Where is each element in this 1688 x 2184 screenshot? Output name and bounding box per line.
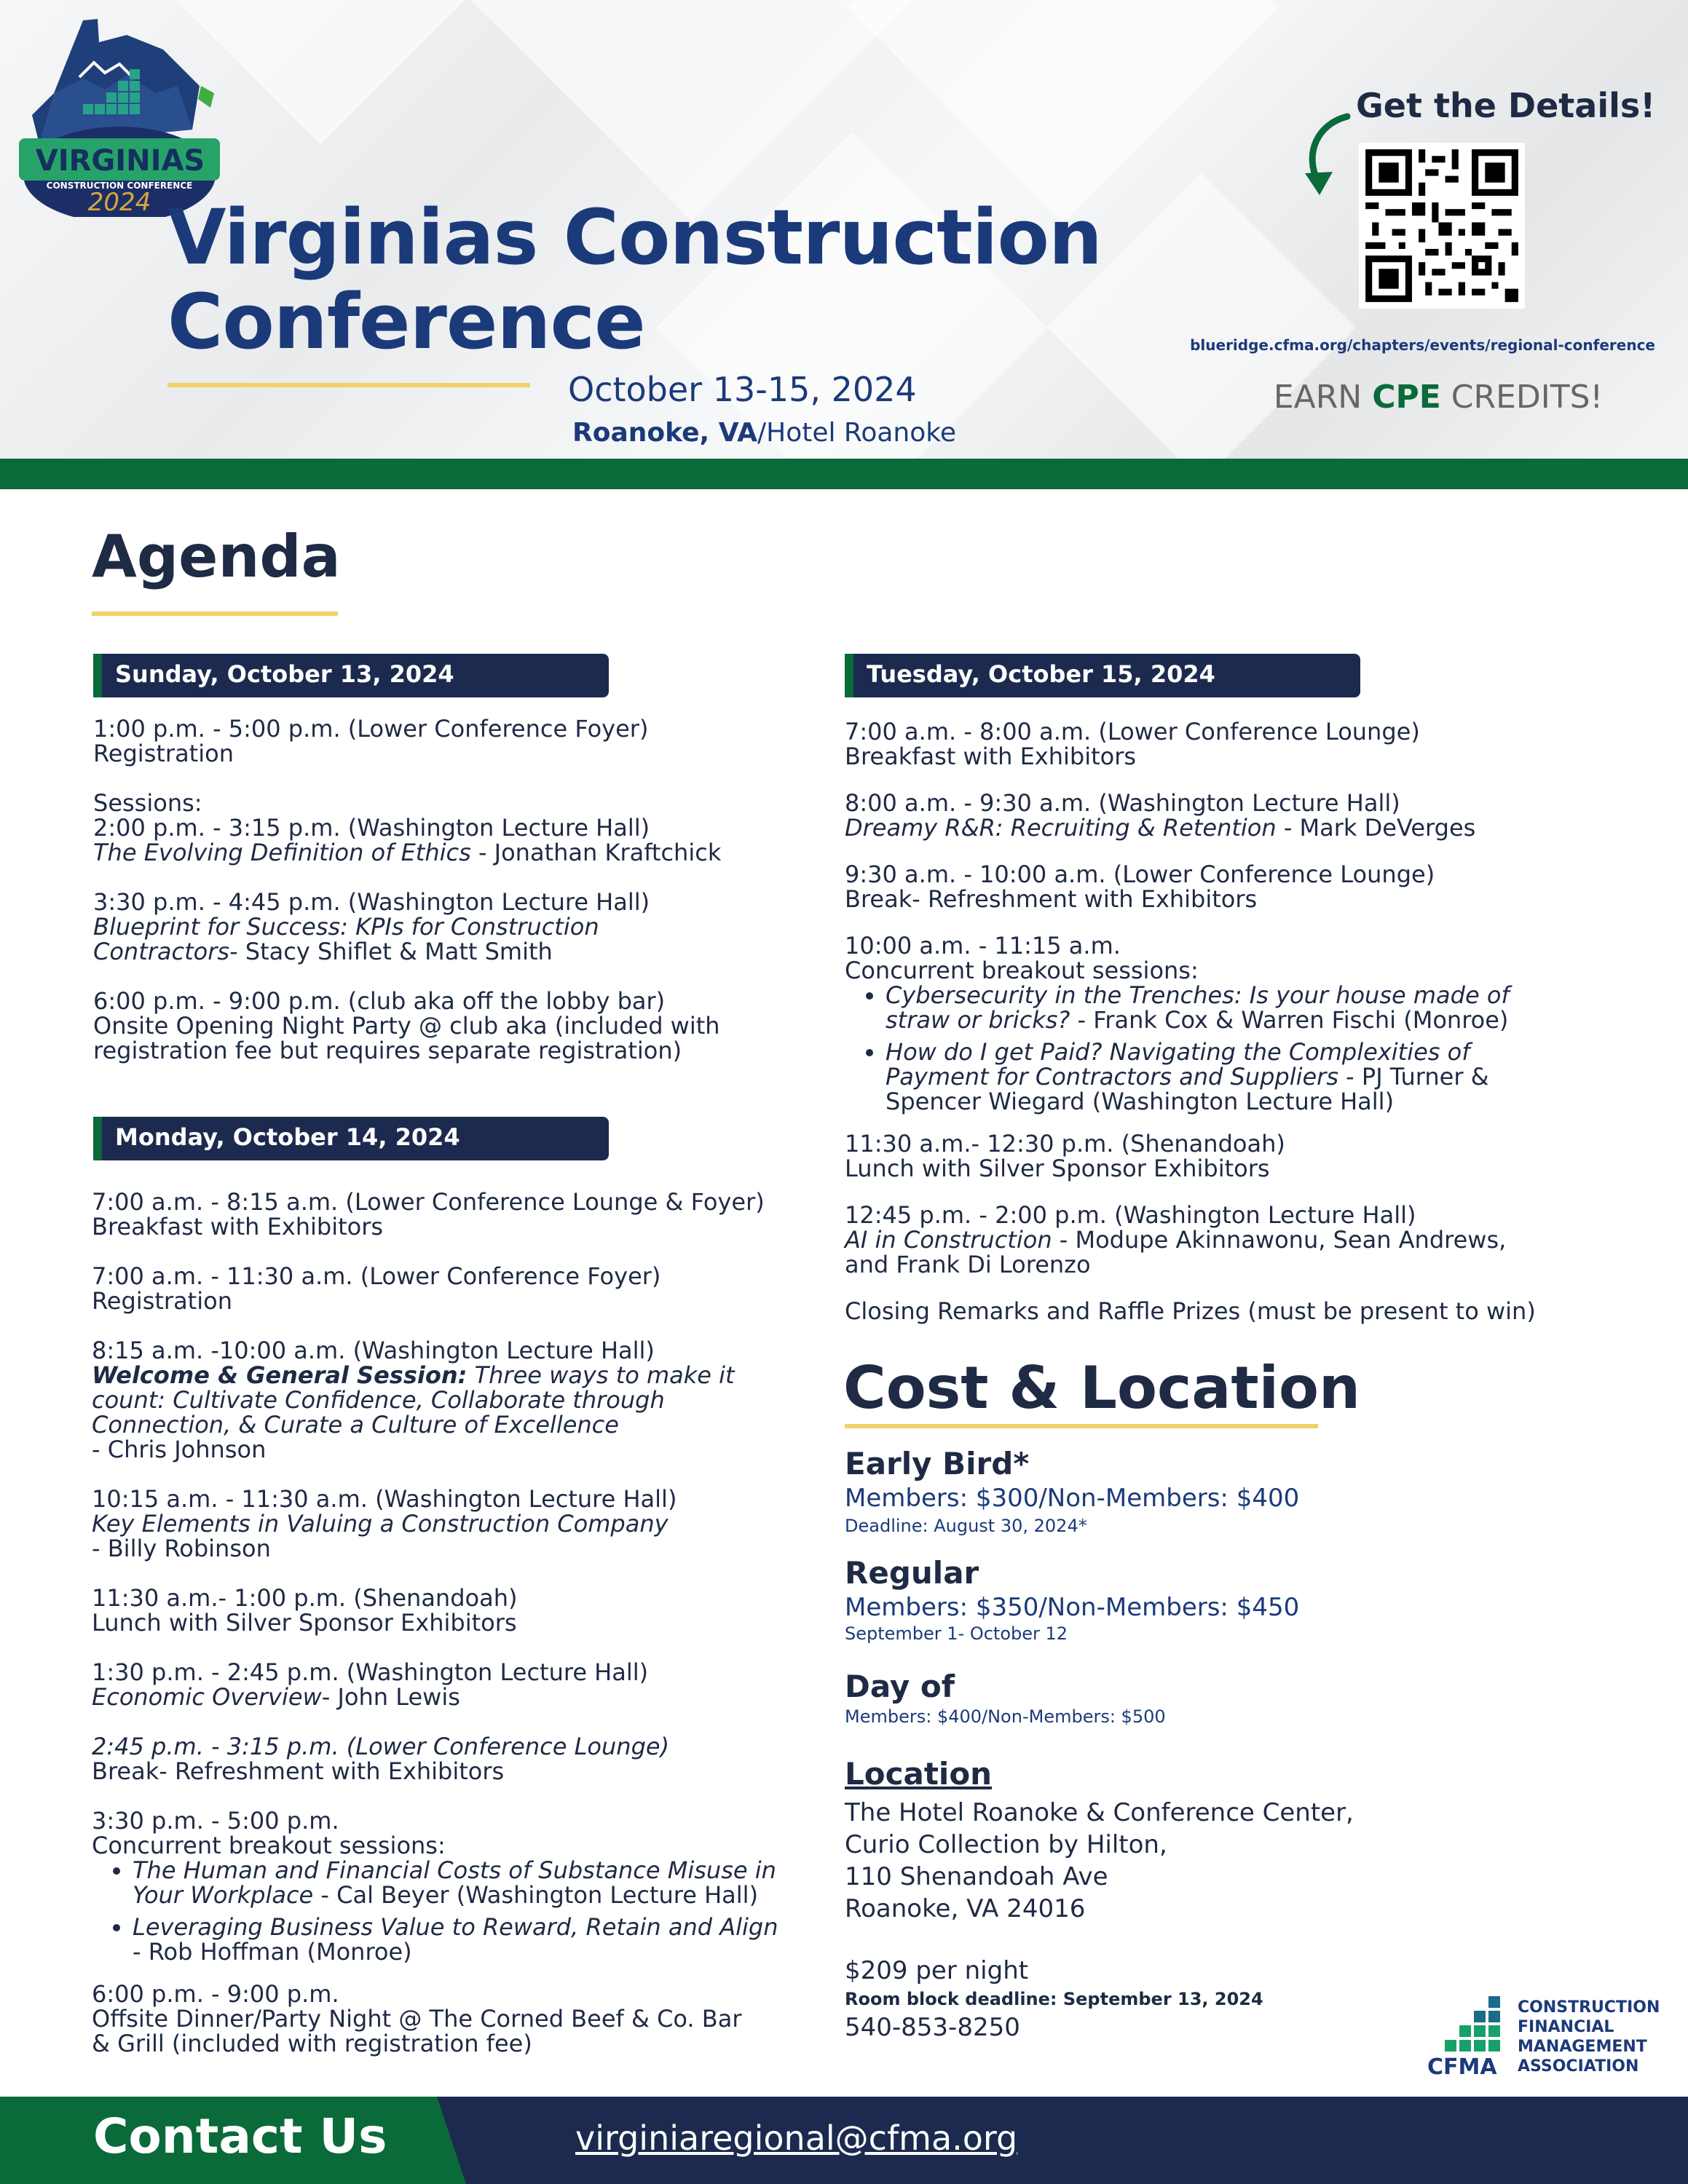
monday-registration-time: 7:00 a.m. - 11:30 a.m. (Lower Conference Foyer) — [92, 1262, 661, 1290]
early-bird-heading: Early Bird* — [845, 1446, 1030, 1481]
sunday-registration-label: Registration — [93, 740, 234, 767]
tuesday-lunch-label: Lunch with Silver Sponsor Exhibitors — [845, 1155, 1270, 1182]
economic-session-title: Economic Overview — [92, 1683, 322, 1711]
breakout-title: How do I get Paid? Navigating the Complexities of Payment for Contractors and Suppliers — [886, 1038, 1470, 1091]
list-item — [886, 1040, 1563, 1114]
location-city: Roanoke, VA — [572, 418, 757, 448]
closing-remarks: Closing Remarks and Raffle Prizes (must be present to win) — [845, 1297, 1536, 1325]
conference-dates: October 13-15, 2024 — [568, 370, 917, 409]
curved-arrow-icon — [1289, 109, 1354, 204]
early-bird-price: Members: $300/Non-Members: $400 — [845, 1484, 1300, 1513]
tuesday-break-time: 9:30 a.m. - 10:00 a.m. (Lower Conference Lounge) — [845, 860, 1435, 888]
conference-location — [572, 418, 956, 448]
monday-breakout-label: Concurrent breakout sessions: — [92, 1832, 446, 1859]
list-item — [133, 1858, 788, 1907]
opening-party-time: 6:00 p.m. - 9:00 p.m. (club aka off the lobby bar) — [93, 987, 666, 1015]
cost-underline — [845, 1424, 1318, 1428]
cfma-logo — [1427, 1995, 1675, 2082]
monday-breakfast-label: Breakfast with Exhibitors — [92, 1213, 384, 1241]
hotel-address — [845, 1797, 1354, 1925]
sunday-schedule — [93, 716, 792, 1063]
monday-breakfast-time: 7:00 a.m. - 8:15 a.m. (Lower Conference Lounge & Foyer) — [92, 1188, 765, 1216]
qr-code[interactable] — [1359, 143, 1525, 309]
logo-subtitle: CONSTRUCTION CONFERENCE — [46, 181, 193, 191]
ethics-session-title — [93, 840, 792, 865]
cfma-abbr: CFMA — [1427, 2054, 1497, 2080]
monday-lunch-label: Lunch with Silver Sponsor Exhibitors — [92, 1609, 517, 1637]
monday-registration-label: Registration — [92, 1287, 232, 1315]
room-rate: $209 per night — [845, 1956, 1029, 1985]
valuing-session-title: Key Elements in Valuing a Construction Company — [92, 1510, 669, 1538]
ai-session-title: AI in Construction — [845, 1226, 1052, 1254]
general-session-label: Welcome & General Session: — [92, 1361, 468, 1389]
ai-session-speakers-2: and Frank Di Lorenzo — [845, 1251, 1091, 1278]
tuesday-schedule — [845, 719, 1602, 1324]
title-line-2: Conference — [167, 277, 645, 366]
valuing-session-speaker: - Billy Robinson — [92, 1535, 271, 1562]
recruiting-session-title: Dreamy R&R: Recruiting & Retention — [845, 814, 1277, 842]
tuesday-header: Tuesday, October 15, 2024 — [845, 654, 1360, 697]
cfma-line: FINANCIAL — [1518, 2018, 1614, 2036]
kpi-speakers: - Stacy Shiflet & Matt Smith — [229, 938, 553, 965]
breakout-speaker: - Cal Beyer (Washington Lecture Hall) — [313, 1881, 759, 1909]
hotel-street: 110 Shenandoah Ave — [845, 1862, 1108, 1891]
recruiting-session-speaker: - Mark DeVerges — [1276, 814, 1476, 842]
contact-us-label: Contact Us — [93, 2108, 387, 2164]
conference-title — [167, 195, 1102, 364]
sunday-header: Sunday, October 13, 2024 — [93, 654, 609, 697]
general-session-title-3: Connection, & Curate a Culture of Excellence — [92, 1411, 619, 1439]
hotel-name: The Hotel Roanoke & Conference Center, — [845, 1798, 1354, 1827]
general-session-title-1: Three ways to make it — [467, 1361, 735, 1389]
agenda-underline — [92, 612, 338, 616]
recruiting-session-time: 8:00 a.m. - 9:30 a.m. (Washington Lecture Hall) — [845, 789, 1400, 817]
valuing-session-time: 10:15 a.m. - 11:30 a.m. (Washington Lecture Hall) — [92, 1485, 677, 1513]
breakout-title: The Human and Financial Costs of Substance Misuse in Your Workplace — [133, 1856, 776, 1909]
offsite-dinner-line1: Offsite Dinner/Party Night @ The Corned Beef & Co. Bar — [92, 2005, 742, 2033]
breakout-speaker: - Rob Hoffman (Monroe) — [133, 1938, 412, 1966]
ai-session-speakers-1: - Modupe Akinnawonu, Sean Andrews, — [1052, 1226, 1507, 1254]
ethics-speaker: - Jonathan Kraftchick — [470, 839, 722, 866]
logo-year: 2024 — [87, 188, 151, 217]
offsite-dinner-line2: & Grill (included with registration fee) — [92, 2030, 532, 2057]
tuesday-break-label: Break- Refreshment with Exhibitors — [845, 885, 1258, 913]
monday-breakout-list — [92, 1858, 788, 1964]
monday-break-time: 2:45 p.m. - 3:15 p.m. (Lower Conference Lounge) — [92, 1733, 670, 1760]
economic-session-speaker: - John Lewis — [321, 1683, 460, 1711]
opening-party-line2: registration fee but requires separate registration) — [93, 1037, 682, 1064]
location-hotel: /Hotel Roanoke — [757, 418, 956, 448]
breakout-speaker: - PJ Turner & Spencer Wiegard (Washington Lecture Hall) — [886, 1063, 1489, 1115]
breakout-title: Cybersecurity in the Trenches: Is your house made of straw or bricks? — [886, 981, 1510, 1034]
sunday-registration-time: 1:00 p.m. - 5:00 p.m. (Lower Conference Foyer) — [93, 715, 649, 743]
regular-price: Members: $350/Non-Members: $450 — [845, 1593, 1300, 1622]
tuesday-lunch-time: 11:30 a.m.- 12:30 p.m. (Shenandoah) — [845, 1130, 1285, 1158]
regular-dates: September 1- October 12 — [845, 1623, 1068, 1644]
tuesday-breakout-list — [845, 983, 1563, 1114]
hotel-brand: Curio Collection by Hilton, — [845, 1830, 1167, 1859]
sessions-label: Sessions: — [93, 789, 202, 817]
cfma-blocks-icon — [1442, 1995, 1515, 2053]
list-item — [133, 1915, 788, 1964]
general-session-time: 8:15 a.m. -10:00 a.m. (Washington Lecture Hall) — [92, 1337, 655, 1364]
hotel-city: Roanoke, VA 24016 — [845, 1894, 1086, 1923]
ethics-session-time: 2:00 p.m. - 3:15 p.m. (Washington Lecture Hall) — [93, 814, 650, 842]
ai-session-time: 12:45 p.m. - 2:00 p.m. (Washington Lecture Hall) — [845, 1201, 1416, 1229]
header-divider-band — [0, 459, 1688, 489]
cfma-line: MANAGEMENT — [1518, 2038, 1647, 2056]
monday-schedule — [92, 1190, 791, 2056]
breakout-title: Leveraging Business Value to Reward, Retain and Align — [133, 1913, 778, 1941]
title-line-1: Virginias Construction — [167, 193, 1102, 282]
regular-heading: Regular — [845, 1555, 979, 1591]
tuesday-breakfast-label: Breakfast with Exhibitors — [845, 743, 1137, 770]
cfma-full-name — [1518, 1998, 1660, 2076]
cpe-text-a: EARN — [1273, 379, 1373, 416]
event-url-link[interactable]: blueridge.cfma.org/chapters/events/regional-conference — [1190, 336, 1655, 354]
general-session-speaker: - Chris Johnson — [92, 1436, 267, 1463]
tuesday-breakfast-time: 7:00 a.m. - 8:00 a.m. (Lower Conference Lounge) — [845, 718, 1420, 745]
breakout-speaker: - Frank Cox & Warren Fischi (Monroe) — [1070, 1006, 1509, 1034]
list-item — [886, 983, 1563, 1032]
hotel-phone[interactable]: 540-853-8250 — [845, 2013, 1020, 2042]
kpi-title-line2: Contractors — [93, 938, 230, 965]
agenda-heading: Agenda — [92, 523, 341, 590]
cpe-text-b: CPE — [1372, 379, 1441, 416]
early-bird-deadline: Deadline: August 30, 2024* — [845, 1516, 1087, 1536]
cpe-credits-tagline — [1267, 379, 1609, 416]
monday-lunch-time: 11:30 a.m.- 1:00 p.m. (Shenandoah) — [92, 1584, 518, 1612]
logo-wordmark: VIRGINIAS — [35, 144, 205, 178]
room-block-deadline: Room block deadline: September 13, 2024 — [845, 1989, 1263, 2009]
location-heading: Location — [845, 1756, 993, 1792]
monday-breakout-time: 3:30 p.m. - 5:00 p.m. — [92, 1807, 339, 1835]
kpi-title-line1: Blueprint for Success: KPIs for Construction — [93, 913, 599, 941]
title-underline — [167, 383, 530, 387]
cost-location-heading: Cost & Location — [843, 1354, 1360, 1422]
general-session-title-2: count: Cultivate Confidence, Collaborate through — [92, 1386, 665, 1414]
qr-code-icon — [1359, 143, 1525, 309]
details-heading: Get the Details! — [1356, 86, 1656, 125]
conference-logo — [10, 6, 229, 217]
tuesday-breakout-label: Concurrent breakout sessions: — [845, 957, 1199, 984]
monday-break-label: Break- Refreshment with Exhibitors — [92, 1757, 505, 1785]
economic-session-time: 1:30 p.m. - 2:45 p.m. (Washington Lecture Hall) — [92, 1658, 649, 1686]
day-of-price: Members: $400/Non-Members: $500 — [845, 1706, 1166, 1727]
opening-party-line1: Onsite Opening Night Party @ club aka (included with — [93, 1012, 720, 1040]
ethics-title-italic: The Evolving Definition of Ethics — [93, 839, 471, 866]
contact-email-link[interactable]: virginiaregional@cfma.org — [575, 2118, 1018, 2158]
day-of-heading: Day of — [845, 1669, 955, 1704]
kpi-session-time: 3:30 p.m. - 4:45 p.m. (Washington Lecture Hall) — [93, 888, 650, 916]
cpe-text-c: CREDITS! — [1440, 379, 1604, 416]
monday-header: Monday, October 14, 2024 — [93, 1117, 609, 1160]
tuesday-breakout-time: 10:00 a.m. - 11:15 a.m. — [845, 932, 1121, 960]
cfma-line: ASSOCIATION — [1518, 2057, 1639, 2076]
offsite-dinner-time: 6:00 p.m. - 9:00 p.m. — [92, 1980, 339, 2008]
cfma-line: CONSTRUCTION — [1518, 1998, 1660, 2017]
